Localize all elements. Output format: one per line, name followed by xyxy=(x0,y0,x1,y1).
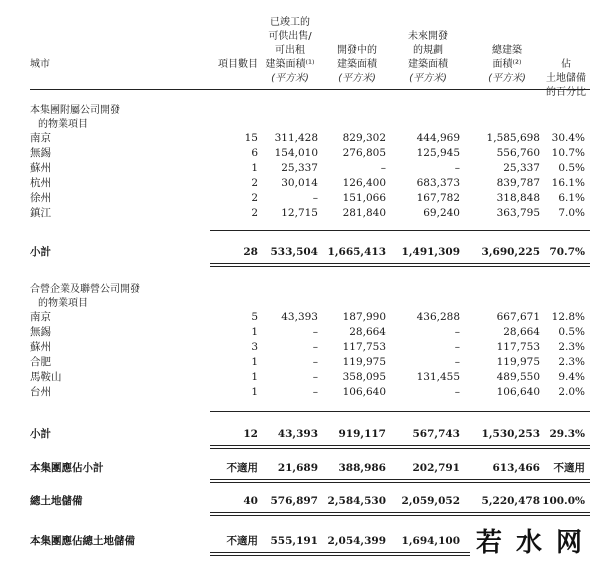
section2-row-0-city: 南京 xyxy=(30,311,51,323)
rule xyxy=(210,411,590,412)
section2-row-4-future-gfa: 131,455 xyxy=(416,371,460,383)
share-subtotal-land-bank-pct: 不適用 xyxy=(553,462,585,474)
section1-subtotal-total-gfa: 3,690,225 xyxy=(481,246,540,258)
section1-row-5-land-bank-pct: 7.0% xyxy=(558,207,585,219)
section2-row-2-total-gfa: 117,753 xyxy=(496,341,540,353)
section2-row-3-total-gfa: 119,975 xyxy=(496,356,540,368)
share-subtotal-city: 本集團應佔小計 xyxy=(30,462,104,474)
header-completed-gfa-line-3: 建築面積⁽¹⁾ xyxy=(265,59,315,70)
share-total-under-development-gfa: 2,054,399 xyxy=(327,535,386,547)
section2-row-5-project-count: 1 xyxy=(251,386,258,398)
header-completed-gfa-line-2: 可出租 xyxy=(275,45,305,56)
section2-row-0-future-gfa: 436,288 xyxy=(416,311,460,323)
section1-row-0-city: 南京 xyxy=(30,132,51,144)
section2-row-4-under-development-gfa: 358,095 xyxy=(342,371,386,383)
section1-row-1-city: 無錫 xyxy=(30,147,51,159)
section1-row-2-completed-gfa: 25,337 xyxy=(281,162,318,174)
section1-row-5-completed-gfa: 12,715 xyxy=(281,207,318,219)
section1-row-3-land-bank-pct: 16.1% xyxy=(551,177,585,189)
header-land-bank-pct-line-0: 佔 xyxy=(561,59,571,70)
section1-row-1-land-bank-pct: 10.7% xyxy=(551,147,585,159)
section2-row-0-project-count: 5 xyxy=(251,311,258,323)
section1-subtotal-under-development-gfa: 1,665,413 xyxy=(327,246,386,258)
total-land-bank-land-bank-pct: 100.0% xyxy=(542,495,585,507)
header-land-bank-pct-line-2: 的百分比 xyxy=(546,87,586,98)
share-subtotal-total-gfa: 613,466 xyxy=(492,462,540,474)
section2-row-5-under-development-gfa: 106,640 xyxy=(342,386,386,398)
double-rule xyxy=(210,479,590,483)
section1-row-0-total-gfa: 1,585,698 xyxy=(486,132,540,144)
header-total-gfa-line-0: 總建築 xyxy=(492,45,522,56)
share-subtotal-completed-gfa: 21,689 xyxy=(277,462,318,474)
section1-row-2-land-bank-pct: 0.5% xyxy=(558,162,585,174)
section2-row-2-land-bank-pct: 2.3% xyxy=(558,341,585,353)
section1-row-3-completed-gfa: 30,014 xyxy=(281,177,318,189)
section1-row-4-land-bank-pct: 6.1% xyxy=(558,192,585,204)
double-rule xyxy=(210,263,590,267)
section2-subtotal-under-development-gfa: 919,117 xyxy=(338,428,386,440)
section1-row-5-under-development-gfa: 281,840 xyxy=(342,207,386,219)
section2-row-0-under-development-gfa: 187,990 xyxy=(342,311,386,323)
header-completed-gfa-line-0: 已竣工的 xyxy=(270,17,310,28)
section1-row-5-future-gfa: 69,240 xyxy=(423,207,460,219)
header-future-gfa-line-2: 建築面積 xyxy=(408,59,448,70)
header-project-count: 項目數目 xyxy=(218,59,258,70)
share-total-project-count: 不適用 xyxy=(226,535,258,547)
rule xyxy=(210,230,590,231)
total-land-bank-future-gfa: 2,059,052 xyxy=(401,495,460,507)
section1-subtotal-project-count: 28 xyxy=(243,246,258,258)
section2-row-1-land-bank-pct: 0.5% xyxy=(558,326,585,338)
section2-row-5-future-gfa: – xyxy=(454,386,460,398)
section2-row-3-future-gfa: – xyxy=(454,356,460,368)
section2-subtotal-land-bank-pct: 29.3% xyxy=(549,428,585,440)
section1-row-4-city: 徐州 xyxy=(30,192,51,204)
section2-row-5-land-bank-pct: 2.0% xyxy=(558,386,585,398)
total-land-bank-city: 總土地儲備 xyxy=(30,495,83,507)
section2-subtotal-future-gfa: 567,743 xyxy=(412,428,460,440)
section1-row-0-land-bank-pct: 30.4% xyxy=(551,132,585,144)
section1-row-4-future-gfa: 167,782 xyxy=(416,192,460,204)
section2-row-0-land-bank-pct: 12.8% xyxy=(551,311,585,323)
section2-row-2-under-development-gfa: 117,753 xyxy=(342,341,386,353)
section1-row-3-project-count: 2 xyxy=(251,177,258,189)
section2-row-1-future-gfa: – xyxy=(454,326,460,338)
watermark-text: 若水网 xyxy=(476,528,597,558)
header-under-development-gfa-line-1: 建築面積 xyxy=(337,59,377,70)
section1-row-1-under-development-gfa: 276,805 xyxy=(342,147,386,159)
share-subtotal-project-count: 不適用 xyxy=(226,462,258,474)
share-total-completed-gfa: 555,191 xyxy=(270,535,318,547)
section2-title-line-0: 合營企業及聯營公司開發 xyxy=(30,284,140,295)
section2-row-1-total-gfa: 28,664 xyxy=(503,326,540,338)
section1-row-2-project-count: 1 xyxy=(251,162,258,174)
section1-subtotal-completed-gfa: 533,504 xyxy=(270,246,318,258)
section1-row-2-under-development-gfa: – xyxy=(380,162,386,174)
header-under-development-gfa-line-0: 開發中的 xyxy=(337,45,377,56)
section1-row-3-future-gfa: 683,373 xyxy=(416,177,460,189)
section1-row-3-total-gfa: 839,787 xyxy=(496,177,540,189)
share-total-city: 本集團應佔總土地儲備 xyxy=(30,535,135,547)
section2-row-2-future-gfa: – xyxy=(454,341,460,353)
section2-row-5-total-gfa: 106,640 xyxy=(496,386,540,398)
section2-row-4-land-bank-pct: 9.4% xyxy=(558,371,585,383)
section2-row-1-under-development-gfa: 28,664 xyxy=(349,326,386,338)
section2-row-2-city: 蘇州 xyxy=(30,341,51,353)
section1-row-1-future-gfa: 125,945 xyxy=(416,147,460,159)
section2-row-3-city: 合肥 xyxy=(30,356,51,368)
section2-subtotal-completed-gfa: 43,393 xyxy=(277,428,318,440)
header-future-gfa-line-1: 的規劃 xyxy=(413,45,443,56)
section1-row-2-total-gfa: 25,337 xyxy=(503,162,540,174)
section2-row-0-total-gfa: 667,671 xyxy=(496,311,540,323)
share-subtotal-future-gfa: 202,791 xyxy=(412,462,460,474)
section1-row-1-project-count: 6 xyxy=(251,147,258,159)
header-city: 城市 xyxy=(30,59,50,70)
section1-row-3-city: 杭州 xyxy=(30,177,51,189)
section1-row-4-total-gfa: 318,848 xyxy=(496,192,540,204)
total-land-bank-completed-gfa: 576,897 xyxy=(270,495,318,507)
section2-row-1-completed-gfa: – xyxy=(312,326,318,338)
header-total-gfa-line-2: (平方米) xyxy=(488,73,526,84)
section2-row-1-project-count: 1 xyxy=(251,326,258,338)
section2-row-4-completed-gfa: – xyxy=(312,371,318,383)
section2-subtotal-project-count: 12 xyxy=(243,428,258,440)
header-completed-gfa-line-1: 可供出售/ xyxy=(268,31,312,42)
section2-row-2-completed-gfa: – xyxy=(312,341,318,353)
section2-row-4-city: 馬鞍山 xyxy=(30,371,62,383)
total-land-bank-total-gfa: 5,220,478 xyxy=(481,495,540,507)
section2-row-3-completed-gfa: – xyxy=(312,356,318,368)
double-rule xyxy=(210,445,590,449)
section2-row-5-completed-gfa: – xyxy=(312,386,318,398)
header-total-gfa-line-1: 面積⁽²⁾ xyxy=(492,59,522,70)
section1-title-line-1: 的物業項目 xyxy=(38,119,88,130)
section1-row-0-under-development-gfa: 829,302 xyxy=(342,132,386,144)
section1-title-line-0: 本集團附屬公司開發 xyxy=(30,105,120,116)
section1-row-5-project-count: 2 xyxy=(251,207,258,219)
double-rule xyxy=(210,552,470,556)
section2-row-4-total-gfa: 489,550 xyxy=(496,371,540,383)
header-future-gfa-line-3: (平方米) xyxy=(409,73,447,84)
total-land-bank-project-count: 40 xyxy=(243,495,258,507)
section1-row-4-project-count: 2 xyxy=(251,192,258,204)
share-subtotal-under-development-gfa: 388,986 xyxy=(338,462,386,474)
header-completed-gfa-line-4: (平方米) xyxy=(271,73,309,84)
section2-row-1-city: 無錫 xyxy=(30,326,51,338)
section1-row-4-under-development-gfa: 151,066 xyxy=(342,192,386,204)
section1-row-1-total-gfa: 556,760 xyxy=(496,147,540,159)
header-land-bank-pct-line-1: 土地儲備 xyxy=(546,73,586,84)
section1-row-1-completed-gfa: 154,010 xyxy=(274,147,318,159)
section2-subtotal-total-gfa: 1,530,253 xyxy=(481,428,540,440)
section1-row-0-project-count: 15 xyxy=(244,132,258,144)
section1-row-2-future-gfa: – xyxy=(454,162,460,174)
share-total-future-gfa: 1,694,100 xyxy=(401,535,460,547)
section2-title-line-1: 的物業項目 xyxy=(38,298,88,309)
section2-row-4-project-count: 1 xyxy=(251,371,258,383)
section2-row-3-land-bank-pct: 2.3% xyxy=(558,356,585,368)
header-future-gfa-line-0: 未來開發 xyxy=(408,31,448,42)
rule xyxy=(30,89,590,90)
watermark xyxy=(470,518,600,562)
section1-row-5-total-gfa: 363,795 xyxy=(496,207,540,219)
section2-row-3-project-count: 1 xyxy=(251,356,258,368)
section1-row-0-future-gfa: 444,969 xyxy=(416,132,460,144)
section1-row-3-under-development-gfa: 126,400 xyxy=(342,177,386,189)
double-rule xyxy=(210,512,590,516)
section2-row-5-city: 台州 xyxy=(30,386,51,398)
section2-subtotal-city: 小計 xyxy=(30,428,51,440)
section1-subtotal-land-bank-pct: 70.7% xyxy=(549,246,585,258)
section2-row-2-project-count: 3 xyxy=(251,341,258,353)
total-land-bank-under-development-gfa: 2,584,530 xyxy=(327,495,386,507)
section2-row-3-under-development-gfa: 119,975 xyxy=(342,356,386,368)
section1-row-4-completed-gfa: – xyxy=(312,192,318,204)
section1-subtotal-future-gfa: 1,491,309 xyxy=(401,246,460,258)
section1-row-0-completed-gfa: 311,428 xyxy=(274,132,318,144)
section1-row-2-city: 蘇州 xyxy=(30,162,51,174)
section2-row-0-completed-gfa: 43,393 xyxy=(281,311,318,323)
header-under-development-gfa-line-2: (平方米) xyxy=(338,73,376,84)
section1-row-5-city: 鎮江 xyxy=(30,207,51,219)
section1-subtotal-city: 小計 xyxy=(30,246,51,258)
